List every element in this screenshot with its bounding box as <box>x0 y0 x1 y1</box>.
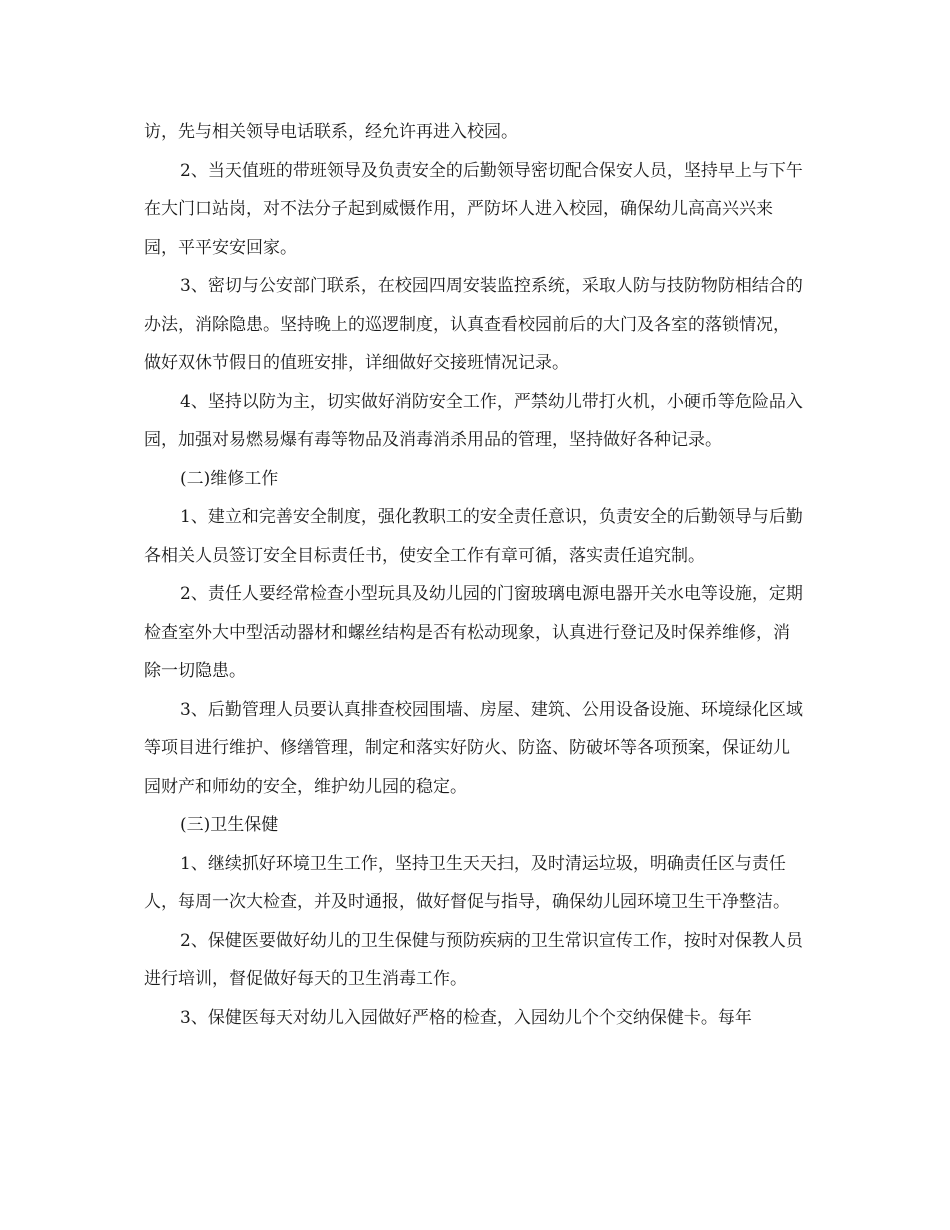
paragraph-health-1: 1、继续抓好环境卫生工作，坚持卫生天天扫，及时清运垃圾，明确责任区与责任人，每周一次大检查，并及时通报，做好督促与指导，确保幼儿园环境卫生干净整洁。 <box>144 853 790 912</box>
paragraph-maintenance-1: 1、建立和完善安全制度，强化教职工的安全责任意识，负责安全的后勤领导与后勤各相关人员签订安全目标责任书，使安全工作有章可循，落实责任追究制。 <box>144 507 803 566</box>
paragraph-health-3: 3、保健医每天对幼儿入园做好严格的检查，入园幼儿个个交纳保健卡。每年 <box>180 1007 752 1028</box>
document-body <box>144 113 804 1037</box>
section-heading-maintenance: (二)维修工作 <box>180 468 279 489</box>
paragraph-item-2-guard-duty: 2、当天值班的带班领导及负责安全的后勤领导密切配合保安人员，坚持早上与下午在大门口站岗，对不法分子起到威慑作用，严防坏人进入校园，确保幼儿高高兴兴来园，平平安安回家。 <box>144 160 803 258</box>
paragraph-continuation: 访，先与相关领导电话联系，经允许再进入校园。 <box>144 122 518 142</box>
paragraph-item-4-fire-safety: 4、坚持以防为主，切实做好消防安全工作，严禁幼儿带打火机，小硬币等危险品入园，加强对易燃易爆有毒等物品及消毒消杀用品的管理，坚持做好各种记录。 <box>144 391 803 450</box>
paragraph-maintenance-3: 3、后勤管理人员要认真排查校园围墙、房屋、建筑、公用设备设施、环境绿化区域等项目进行维护、修缮管理，制定和落实好防火、防盗、防破坏等各项预案，保证幼儿园财产和师幼的安全，维护幼儿园的稳定。 <box>144 699 803 797</box>
section-heading-health-care: (三)卫生保健 <box>180 815 279 835</box>
paragraph-maintenance-2: 2、责任人要经常检查小型玩具及幼儿园的门窗玻璃电源电器开关水电等设施，定期检查室外大中型活动器材和螺丝结构是否有松动现象，认真进行登记及时保养维修，消除一切隐患。 <box>144 584 803 681</box>
paragraph-item-3-police-liaison: 3、密切与公安部门联系，在校园四周安装监控系统，采取人防与技防物防相结合的办法，消除隐患。坚持晚上的巡逻制度，认真查看校园前后的大门及各室的落锁情况，做好双休节假日的值班安排，详细做好交接班情况记录。 <box>144 276 803 373</box>
paragraph-health-2: 2、保健医要做好幼儿的卫生保健与预防疾病的卫生常识宣传工作，按时对保教人员进行培训，督促做好每天的卫生消毒工作。 <box>144 930 803 989</box>
